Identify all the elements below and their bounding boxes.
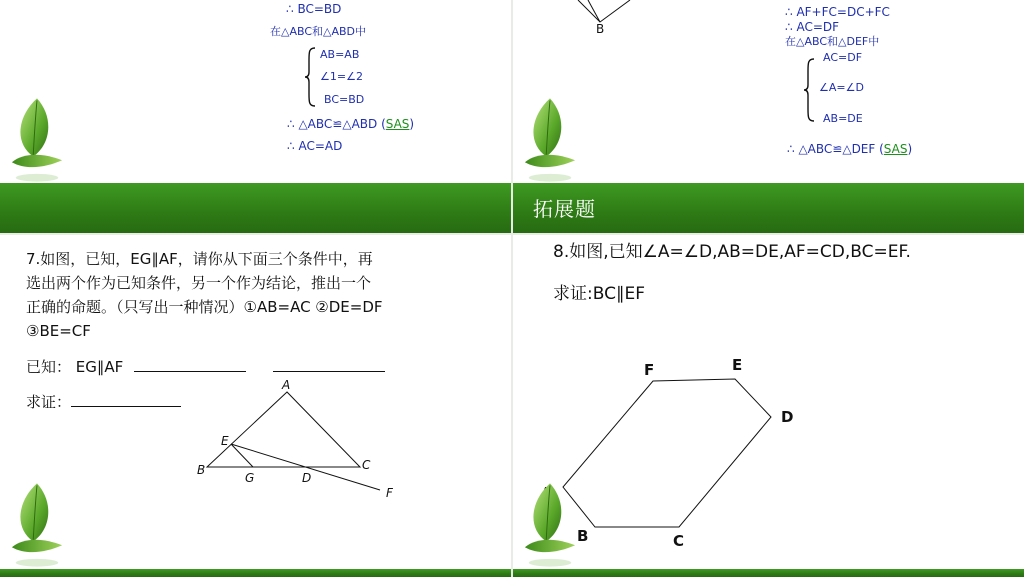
leaf-decoration-icon xyxy=(521,95,579,185)
proof-cond-2: ∠A=∠D xyxy=(819,81,864,94)
figure-label-b: B xyxy=(197,463,206,477)
known-label: 已知： EG∥AF xyxy=(26,358,124,376)
question-7-line-3: 正确的命题。（只写出一种情况）①AB=AC ②DE=DF xyxy=(26,298,383,316)
figure-label-c: C xyxy=(673,532,685,550)
figure-label-g: G xyxy=(245,471,255,485)
slide-1 xyxy=(0,0,511,233)
proof-cond-3: BC=BD xyxy=(324,93,365,106)
known-blank-1[interactable] xyxy=(134,371,246,372)
proof-conclusion xyxy=(287,118,414,130)
prove-row xyxy=(26,390,181,414)
known-row xyxy=(26,355,385,379)
leaf-decoration-icon xyxy=(8,480,66,570)
brace-icon xyxy=(303,46,317,108)
figure-label-f: F xyxy=(386,486,393,500)
brace-icon xyxy=(802,57,816,123)
figure-label-b: B xyxy=(596,22,605,36)
sas-label: SAS xyxy=(385,117,410,131)
question-8-line-2: 求证:BC∥EF xyxy=(553,284,645,304)
proof-in-triangles: 在△ABC和△ABD中 xyxy=(270,25,367,38)
proof-final: ∴ AC=AD xyxy=(287,139,343,153)
proof-line-ac-df: ∴ AC=DF xyxy=(785,20,840,34)
figure-label-f: F xyxy=(644,361,655,379)
proof-line-bc-bd: ∴ BC=BD xyxy=(286,2,342,16)
prove-label: 求证： xyxy=(26,393,72,411)
leaf-decoration-icon xyxy=(521,480,579,570)
green-band xyxy=(513,183,1024,233)
sas-label: SAS xyxy=(883,142,908,156)
prove-blank[interactable] xyxy=(71,406,181,407)
question-7-line-1: 7.如图，已知，EG∥AF，请你从下面三个条件中，再 xyxy=(26,250,373,268)
figure-label-e: E xyxy=(732,356,743,374)
proof-line-top: ∴ AF+FC=DC+FC xyxy=(785,5,890,19)
proof-cond-2: ∠1=∠2 xyxy=(320,70,363,83)
figure-label-c: C xyxy=(362,458,371,472)
figure-label-e: E xyxy=(221,434,229,448)
slide-4 xyxy=(513,235,1024,577)
proof-cond-1: AC=DF xyxy=(823,51,863,64)
proof-conclusion xyxy=(787,143,912,155)
leaf-decoration-icon xyxy=(8,95,66,185)
figure-label-b: B xyxy=(577,527,589,545)
proof-conclusion-suffix: ) xyxy=(907,142,913,156)
hexagon-figure xyxy=(553,365,783,535)
proof-conclusion-suffix: ) xyxy=(409,117,415,131)
proof-in-triangles: 在△ABC和△DEF中 xyxy=(785,35,880,48)
question-7-line-2: 选出两个作为已知条件，另一个作为结论，推出一个 xyxy=(26,274,372,292)
figure-label-a: A xyxy=(282,378,291,392)
partial-figure xyxy=(568,0,648,36)
green-band xyxy=(0,183,511,233)
proof-cond-1: AB=AB xyxy=(320,48,360,61)
slide-3 xyxy=(0,235,511,577)
band-title: 拓展题 xyxy=(533,197,596,221)
question-8-line-1: 8.如图,已知∠A=∠D,AB=DE,AF=CD,BC=EF. xyxy=(553,242,911,262)
figure-label-d: D xyxy=(302,471,312,485)
question-7-line-4: ③BE=CF xyxy=(26,322,91,340)
proof-cond-3: AB=DE xyxy=(823,112,863,125)
figure-label-d: D xyxy=(781,408,794,426)
slide-2 xyxy=(513,0,1024,233)
known-blank-2[interactable] xyxy=(273,371,385,372)
green-band-bottom xyxy=(513,569,1024,577)
proof-conclusion-prefix: ∴ △ABC≌△ABD ( xyxy=(287,117,386,131)
green-band-bottom xyxy=(0,569,511,577)
proof-conclusion-prefix: ∴ △ABC≌△DEF ( xyxy=(787,142,884,156)
